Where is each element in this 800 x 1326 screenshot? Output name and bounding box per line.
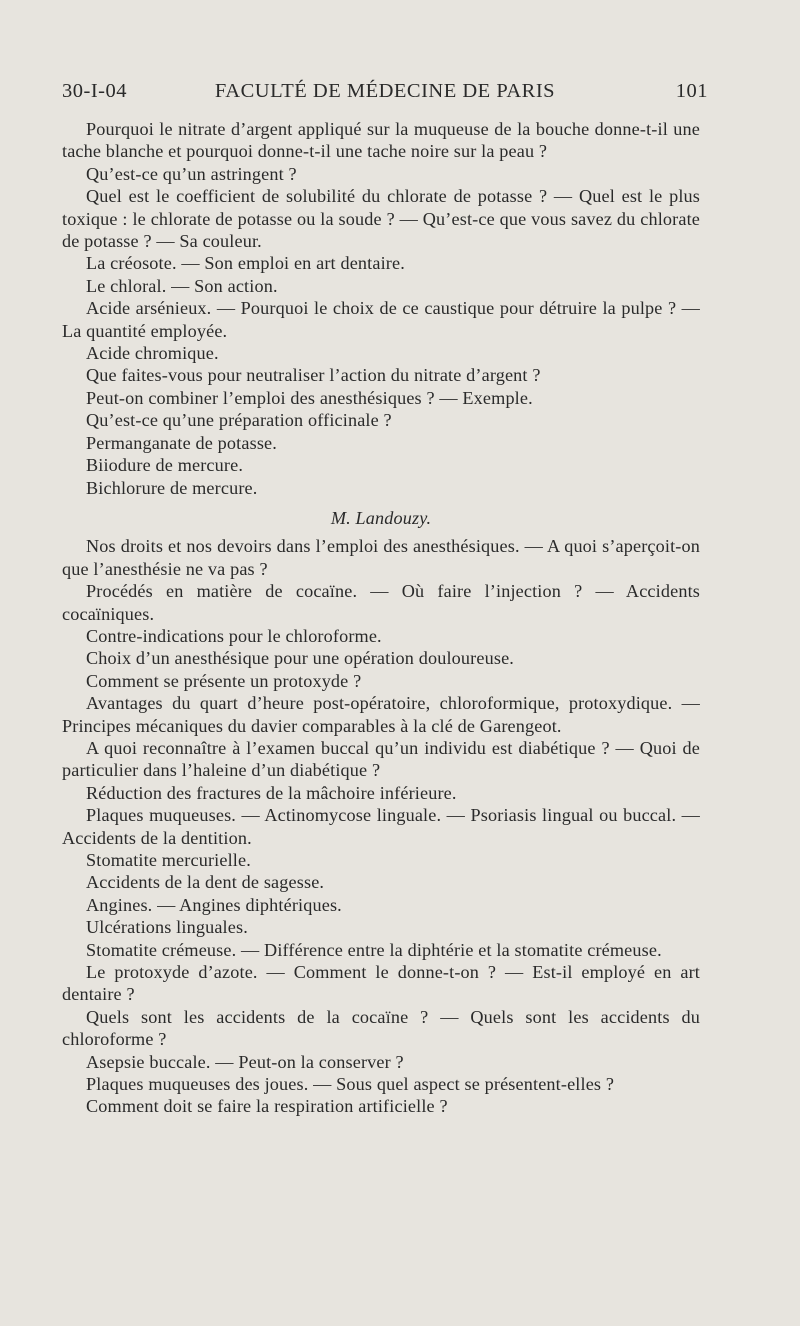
question-paragraph: Procédés en matière de cocaïne. — Où faire l’injection ? — Accidents cocaïniques. [62,581,700,624]
question-paragraph: Asepsie buccale. — Peut-on la conserver ? [86,1051,404,1072]
question-paragraph: Réduction des fractures de la mâchoire inférieure. [86,782,457,803]
question-paragraph: A quoi reconnaître à l’examen buccal qu’un individu est diabétique ? — Quoi de particulier dans l’haleine d’un diabétique ? [62,737,700,781]
question-paragraph: Quels sont les accidents de la cocaïne ? — Quels sont les accidents du chloroforme ? [62,1006,700,1050]
header-title: FACULTÉ DE MÉDECINE DE PARIS [214,80,556,102]
question-paragraph: Accidents de la dent de sagesse. [86,872,325,893]
question-paragraph: Quel est le coefficient de solubilité du chlorate de potasse ? — Quel est le plus toxique : le chlorate de potasse ou la soude ? — Qu’est-ce que vous savez du chlorate de potasse ? — Sa couleur. [62,186,700,252]
question-paragraph: Le protoxyde d’azote. — Comment le donne-t-on ? — Est-il employé en art dentaire ? [62,962,700,1005]
header-date: 30-I-04 [62,80,127,102]
question-paragraph: Contre-indications pour le chloroforme. [86,625,382,646]
question-paragraph: Plaques muqueuses des joues. — Sous quel aspect se présentent-elles ? [86,1074,615,1095]
question-paragraph: Comment doit se faire la respiration artificielle ? [86,1096,448,1117]
question-paragraph: Bichlorure de mercure. [86,477,258,498]
question-paragraph: Ulcérations linguales. [86,917,248,938]
running-head [62,80,708,108]
question-paragraph: Plaques muqueuses. — Actinomycose linguale. — Psoriasis lingual ou buccal. — Accidents de la dentition. [62,805,700,848]
question-paragraph: Avantages du quart d’heure post-opératoire, chloroformique, protoxydique. — Principes mécaniques du davier comparables à la clé de Garengeot. [62,693,700,736]
question-paragraph: Biiodure de mercure. [86,455,244,476]
question-paragraph: Qu’est-ce qu’un astringent ? [86,163,297,184]
question-paragraph: Nos droits et nos devoirs dans l’emploi des anesthésiques. — A quoi s’aperçoit-on que l’anesthésie ne va pas ? [62,536,700,579]
question-paragraph: La créosote. — Son emploi en art dentaire. [86,253,405,274]
question-paragraph: Acide chromique. [86,343,219,364]
question-paragraph: Peut-on combiner l’emploi des anesthésiques ? — Exemple. [86,387,533,408]
examiner-heading: M. Landouzy. [330,507,432,528]
question-paragraph: Permanganate de potasse. [86,432,277,453]
body-text [62,118,700,1118]
question-paragraph: Pourquoi le nitrate d’argent appliqué sur la muqueuse de la bouche donne-t-il une tache blanche et pourquoi donne-t-il une tache noire sur la peau ? [62,119,700,162]
question-paragraph: Le chloral. — Son action. [86,275,278,296]
question-paragraph: Stomatite crémeuse. — Différence entre la diphtérie et la stomatite crémeuse. [86,939,662,960]
page-number: 101 [675,80,708,102]
question-paragraph: Stomatite mercurielle. [86,850,251,870]
question-paragraph: Qu’est-ce qu’une préparation officinale ? [86,410,392,431]
question-paragraph: Angines. — Angines diphtériques. [86,894,342,915]
question-paragraph: Que faites-vous pour neutraliser l’action du nitrate d’argent ? [86,365,541,386]
question-paragraph: Choix d’un anesthésique pour une opération douloureuse. [86,648,514,669]
question-paragraph: Acide arsénieux. — Pourquoi le choix de ce caustique pour détruire la pulpe ? — La quantité employée. [62,298,700,341]
question-paragraph: Comment se présente un protoxyde ? [86,670,362,691]
